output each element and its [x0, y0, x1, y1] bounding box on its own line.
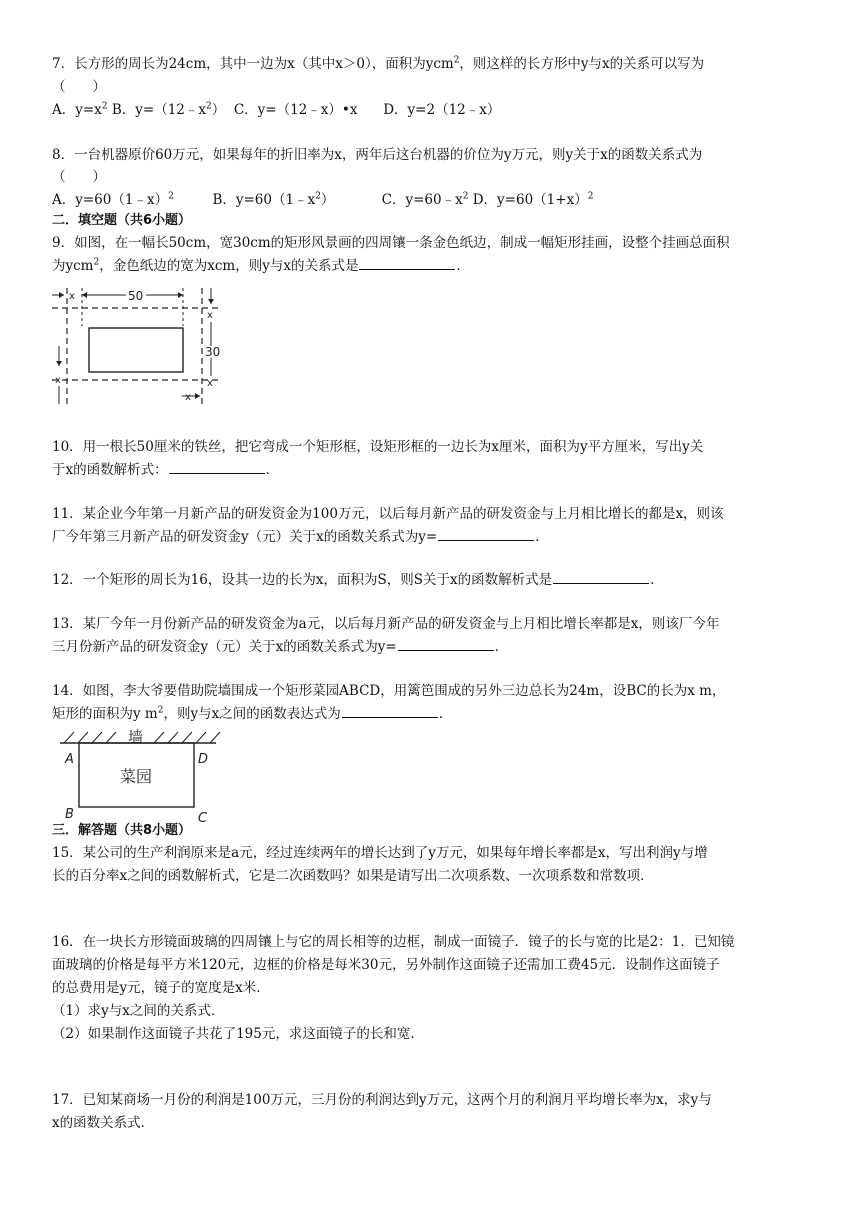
q12-answer-blank[interactable]	[553, 570, 649, 584]
q14-label-B: B	[65, 807, 74, 822]
q7-paren: （ ）	[52, 79, 106, 95]
q16-part2: （2）如果制作这面镜子共花了195元，求这面镜子的长和宽．	[52, 1026, 424, 1042]
q7-option-b: B．$y=(12﹣x^2)$	[111, 101, 226, 118]
q8-paren: （ ）	[52, 169, 106, 185]
q8-option-a: A．y=60（1﹣x）$^2$	[52, 191, 174, 208]
q9-label-width: 50	[128, 289, 144, 303]
q7-stem: 7．长方形的周长为24cm，其中一边为x（其中x＞0），面积为ycm$^2$，则这样的长方形中y与x的关系可以写为	[52, 55, 705, 72]
q14-label-D: D	[198, 752, 209, 767]
q12-line1: 12．一个矩形的周长为16，设其一边的长为x，面积为S，则S关于x的函数解析式是 ．	[52, 572, 664, 588]
q14-answer-blank[interactable]	[342, 704, 438, 718]
q14-garden-label: 菜园	[120, 767, 153, 786]
q9-answer-blank[interactable]	[359, 256, 455, 270]
q9-painting-rect	[89, 328, 183, 372]
q14-label-A: A	[65, 752, 74, 767]
q14-line2: 矩形的面积为y $m^2$，则y与x之间的函数表达式为 ．	[52, 705, 453, 722]
q11-answer-blank[interactable]	[438, 527, 534, 541]
section-heading-solve: 三．解答题（共8小题）	[52, 823, 192, 838]
q10-line2: 于x的函数解析式： ．	[52, 462, 280, 478]
q7-options	[52, 100, 500, 120]
q9-line2: 为ycm$^2$，金色纸边的宽为xcm，则y与x的关系式是 ．	[52, 257, 470, 274]
q15-line1: 15．某公司的生产利润原来是a元，经过连续两年的增长达到了y万元，如果每年增长率都是x，写出利润y与增	[52, 845, 708, 861]
q17-line1: 17．已知某商场一月份的利润是100万元，三月份的利润达到y万元，这两个月的利润月平均增长率为x，求y与	[52, 1092, 712, 1108]
q14-label-C: C	[198, 811, 208, 824]
q7-option-a: A．$y=x^2$	[52, 101, 108, 118]
q9-line1: 9．如图，在一幅长50cm，宽30cm的矩形风景画的四周镶一条金色纸边，制成一幅矩形挂画，设整个挂画总面积	[52, 235, 730, 251]
q9-label-x-right: x	[207, 310, 213, 321]
q8-option-b: B．$y=60(1﹣x^2)$	[212, 191, 335, 208]
q16-line3: 的总费用是y元，镜子的宽度是x米．	[52, 980, 270, 996]
q10-line1: 10．用一根长50厘米的铁丝，把它弯成一个矩形框，设矩形框的一边长为x厘米，面积为y平方厘米，写出y关	[52, 439, 704, 455]
q8-option-c: C．$y=60﹣x^2$	[381, 191, 469, 208]
q11-line1: 11．某企业今年第一月新产品的研发资金为100万元，以后每月新产品的研发资金与上月相比增长的都是x，则该	[52, 506, 724, 522]
q10-answer-blank[interactable]	[169, 460, 265, 474]
q9-label-x-bottom: x	[185, 392, 191, 403]
q9-label-x-top: x	[69, 291, 75, 302]
q14-wall-label: 墙	[128, 728, 144, 746]
q16-line2: 面玻璃的价格是每平方米120元，边框的价格是每米30元，另外制作这面镜子还需加工费45元．设制作这面镜子	[52, 957, 720, 973]
q7-option-c: C．y=（12﹣x）•x	[233, 102, 358, 118]
q15-line2: 长的百分率x之间的函数解析式，它是二次函数吗？如果是请写出二次项系数、一次项系数和常数项．	[52, 868, 654, 884]
q8-options	[52, 190, 593, 210]
q14-line1: 14．如图，李大爷要借助院墙围成一个矩形菜园ABCD，用篱笆围成的另外三边总长为24m，设BC的长为x m，	[52, 683, 726, 699]
q9-label-height: 30	[205, 345, 221, 359]
q14-figure	[56, 728, 226, 824]
q7-option-d: D．y=2（12﹣x）	[383, 102, 501, 118]
q9-figure	[52, 286, 227, 408]
q16-line1: 16．在一块长方形镜面玻璃的四周镶上与它的周长相等的边框，制成一面镜子．镜子的长与宽的比是2：1．已知镜	[52, 934, 735, 950]
section-heading-fill-in: 二．填空题（共6小题）	[52, 213, 192, 228]
q13-line1: 13．某厂今年一月份新产品的研发资金为a元，以后每月新产品的研发资金与上月相比增长率都是x，则该厂今年	[52, 616, 720, 632]
q16-part1: （1）求y与x之间的关系式．	[52, 1003, 225, 1019]
q11-line2: 厂今年第三月新产品的研发资金y（元）关于x的函数关系式为y= ．	[52, 529, 549, 545]
q9-label-x-right-low: x	[207, 378, 213, 389]
q8-option-d: D．$y=60(1+x)^2$	[472, 191, 594, 208]
q13-line2: 三月份新产品的研发资金y（元）关于x的函数关系式为y= ．	[52, 639, 509, 655]
q8-stem: 8．一台机器原价60万元，如果每年的折旧率为x，两年后这台机器的价位为y万元，则y关于x的函数关系式为	[52, 147, 703, 163]
q17-line2: x的函数关系式．	[52, 1115, 155, 1131]
q9-label-x-left: x	[55, 375, 61, 386]
q13-answer-blank[interactable]	[398, 637, 494, 651]
